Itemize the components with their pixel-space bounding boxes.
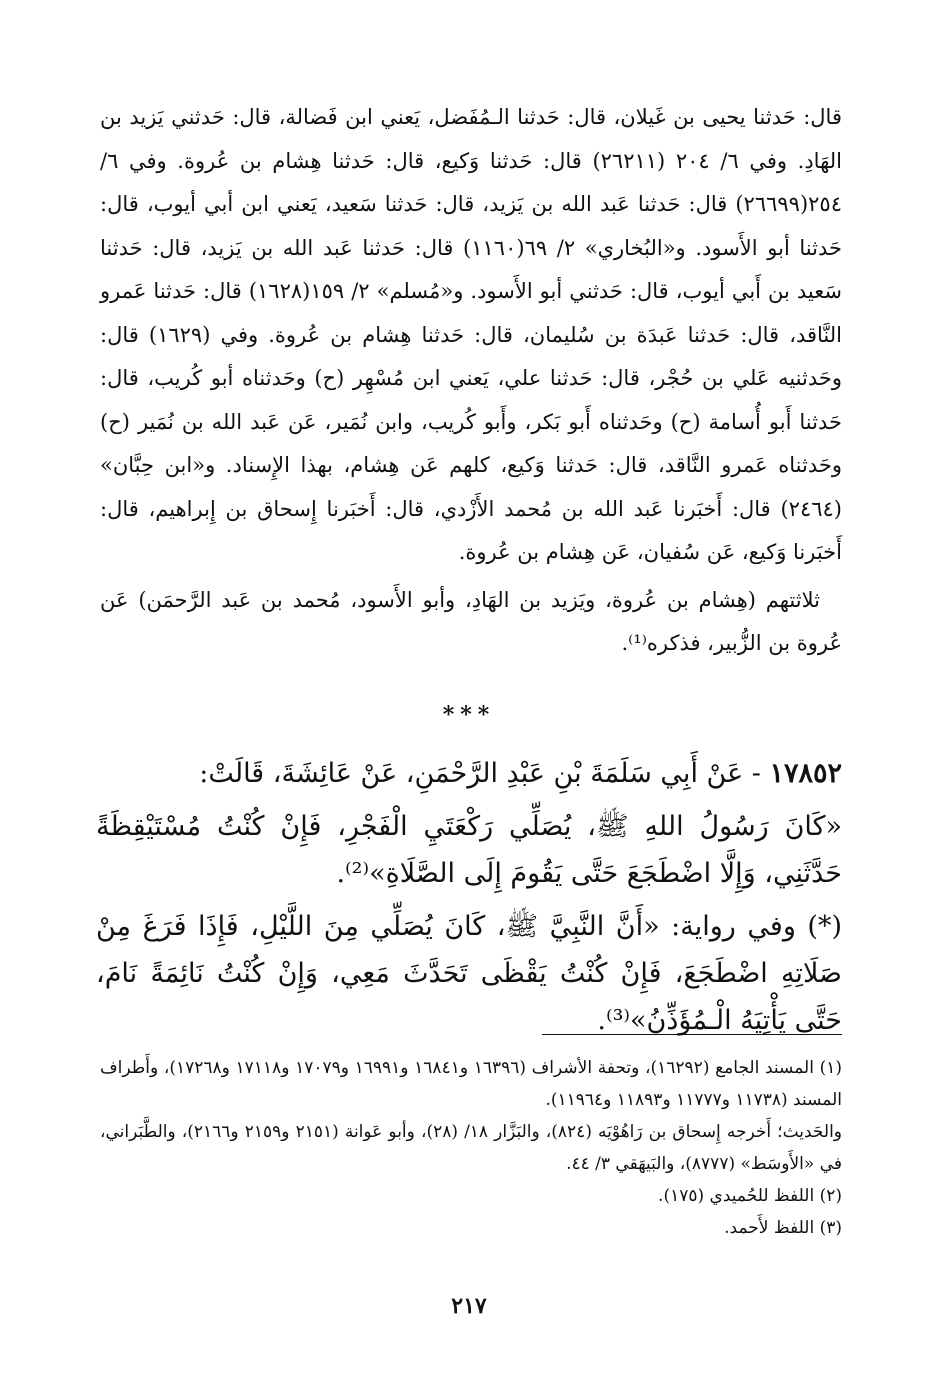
page-number: ٢١٧ <box>451 1293 487 1319</box>
hadith-block <box>96 750 842 1050</box>
footnotes-block <box>100 1052 842 1244</box>
hadith-text: «كَانَ رَسُولُ اللهِ ﷺ، يُصَلِّي رَكْعَتَيِ الْفَجْرِ، فَإِنْ كُنْتُ مُسْتَيْقِظَةً حَدَّثَنِي، وَإِلَّا اضْطَجَعَ حَتَّى يَقُومَ إِلَى الصَّلَاةِ»⁽²⁾. <box>96 811 842 889</box>
section-separator: *** <box>442 702 496 728</box>
isnad-summary-paragraph: ثلاثتهم (هِشام بن عُروة، ويَزيد بن الهَادِ، وأبو الأَسود، مُحمد بن عَبد الرَّحمَن) عَن عُروة بن الزُّبير، فذكره⁽¹⁾. <box>100 587 842 655</box>
footnote-3: (٣) اللفظ لأَحمد. <box>724 1218 842 1238</box>
footnote-1-continuation: والحَديث؛ أَخرجه إِسحاق بن رَاهُوْيَه (٨٢٤)، والبَزَّار ١٨/ (٢٨)، وأبو عَوانة (٢١٥١ و٢١٥٩ و٢١٦٦)، والطَّبَراني، في «الأَوسَط» (٨٧٧٧)، والبَيهَقي ٣/ ٤٤. <box>100 1122 842 1174</box>
isnad-text-block <box>100 96 842 666</box>
footnote-2: (٢) اللفظ للحُميدي (١٧٥). <box>658 1186 842 1206</box>
hadith-variant: (*) وفي رواية: «أَنَّ النَّبِيَّ ﷺ، كَانَ يُصَلِّي مِنَ اللَّيْلِ، فَإِذَا فَرَغَ مِنْ صَلَاتِهِ اضْطَجَعَ، فَإِنْ كُنْتُ يَقْظَى تَحَدَّثَ مَعِي، وَإِنْ كُنْتُ نَائِمَةً نَامَ، حَتَّى يَأْتِيَهُ الْـمُؤَذِّنُ»⁽³⁾. <box>96 911 842 1036</box>
isnad-paragraph: قال: حَدثنا يحيى بن غَيلان، قال: حَدثنا الـمُفَضل، يَعني ابن فَضالة، قال: حَدثني يَزيد بن الهَادِ. وفي ٦/ ٢٠٤ (٢٦٢١١) قال: حَدثنا وَكيع، قال: حَدثنا هِشام بن عُروة. وفي ٦/ ٢٥٤(٢٦٦٩٩) قال: حَدثنا عَبد الله بن يَزيد، قال: حَدثنا سَعيد، يَعني ابن أبي أيوب، قال: حَدثنا أبو الأَسود. و«البُخاري» ٢/ ٦٩(١١٦٠) قال: حَدثنا عَبد الله بن يَزيد، قال: حَدثنا سَعيد بن أَبي أيوب، قال: حَدثني أبو الأَسود. و«مُسلم» ٢/ ١٥٩(١٦٢٨) قال: حَدثنا عَمرو النَّاقد، قال: حَدثنا عَبدَة بن سُليمان، قال: حَدثنا هِشام بن عُروة. وفي (١٦٢٩) قال: وحَدثنيه عَلي بن حُجْر، قال: حَدثنا علي، يَعني ابن مُسْهِر (ح) وحَدثناه أبو كُريب، قال: حَدثنا أَبو أُسامة (ح) وحَدثناه أَبو بَكر، وأَبو كُريب، وابن نُمَير، عَن عَبد الله بن نُمَير (ح) وحَدثناه عَمرو النَّاقد، قال: حَدثنا وَكيع، كلهم عَن هِشام، بهذا الإِسناد. و«ابن حِبَّان» (٢٤٦٤) قال: أَخبَرنا عَبد الله بن مُحمد الأَزْدي، قال: أَخبَرنا إِسحاق بن إِبراهيم، قال: أَخبَرنا وَكيع، عَن سُفيان، عَن هِشام بن عُروة. <box>100 105 842 564</box>
hadith-chain: - عَنْ أَبِي سَلَمَةَ بْنِ عَبْدِ الرَّحْمَنِ، عَنْ عَائِشَةَ، قَالَتْ: <box>199 758 770 789</box>
footnote-divider <box>542 1034 842 1035</box>
footnote-1: (١) المسند الجامع (١٦٢٩٢)، وتحفة الأشراف (١٦٣٩٦ و١٦٨٤١ و١٦٩٩١ و١٧٠٧٩ و١٧١١٨ و١٧٢٦٨)، وأَطراف المسند (١١٧٣٨ و١١٧٧٧ و١١٨٩٣ و١١٩٦٤). <box>100 1058 843 1110</box>
hadith-heading <box>96 750 842 797</box>
hadith-number: ١٧٨٥٢ <box>769 758 842 789</box>
